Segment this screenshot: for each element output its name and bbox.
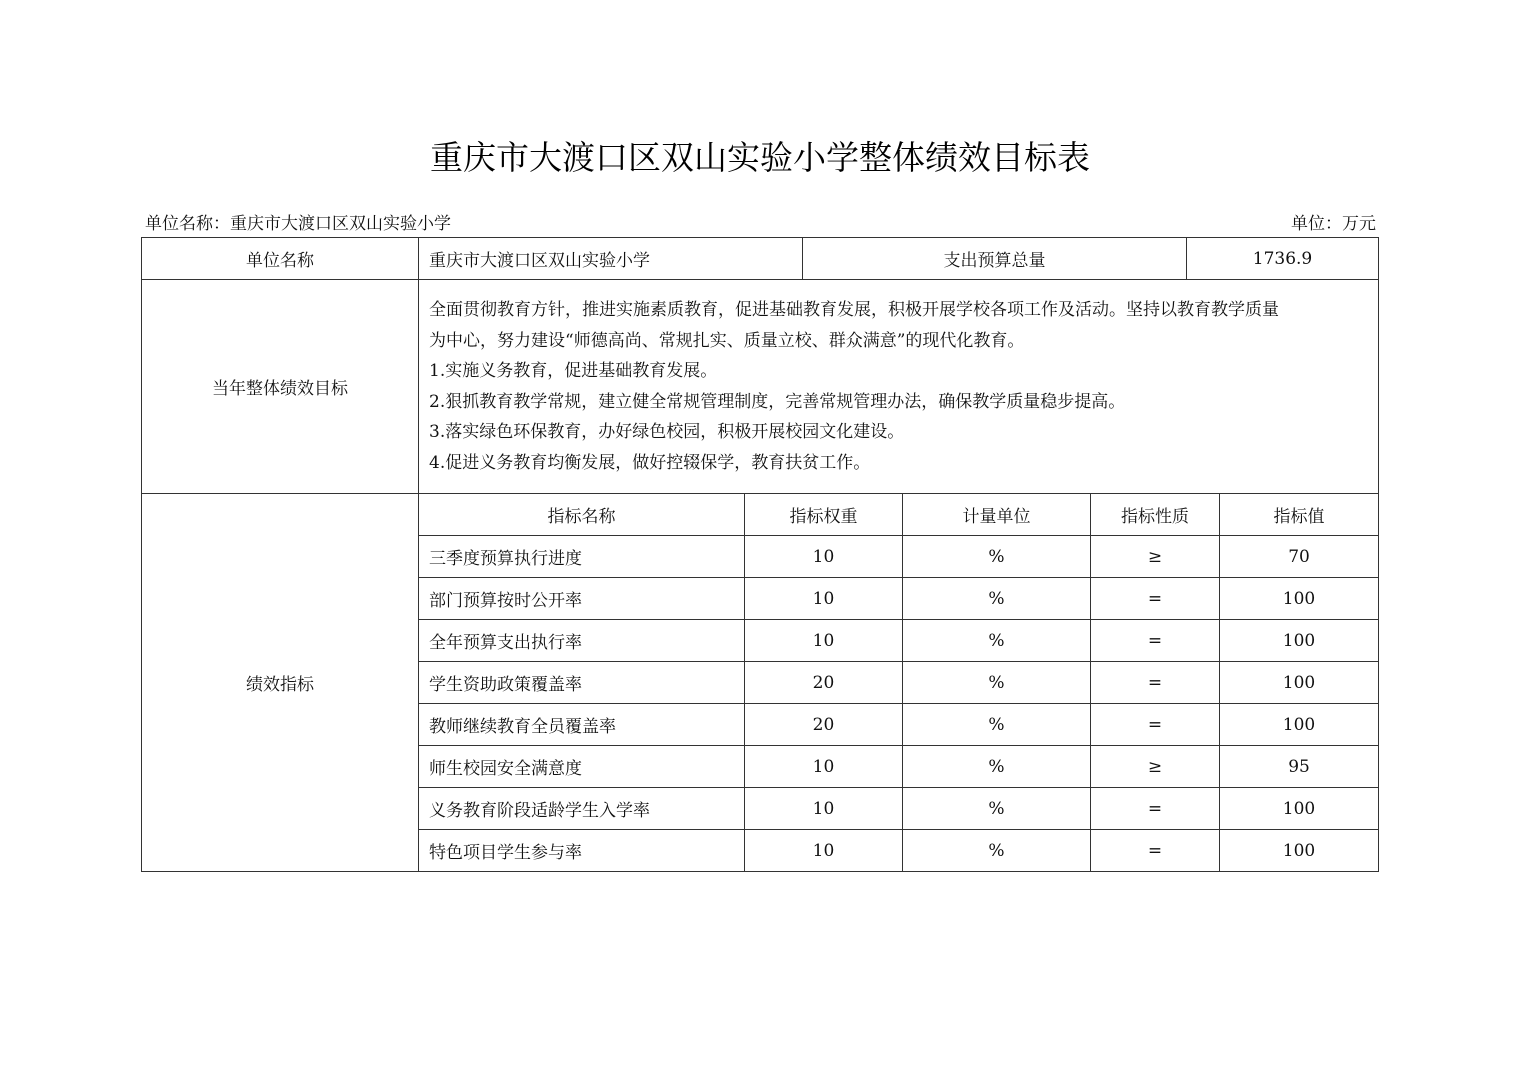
indicator-weight: 10 — [745, 578, 903, 620]
indicator-weight: 10 — [745, 620, 903, 662]
indicator-value: 100 — [1220, 830, 1379, 872]
indicator-name: 全年预算支出执行率 — [419, 620, 745, 662]
goal-line: 全面贯彻教育方针，推进实施素质教育，促进基础教育发展，积极开展学校各项工作及活动。坚持以教育教学质量 — [429, 300, 1279, 320]
indicator-weight: 20 — [745, 704, 903, 746]
goal-text-block — [429, 281, 1368, 492]
indicators-label: 绩效指标 — [142, 494, 419, 872]
indicator-weight: 10 — [745, 746, 903, 788]
indicator-nature: ≥ — [1091, 746, 1220, 788]
indicator-nature: ≥ — [1091, 536, 1220, 578]
indicator-nature: = — [1091, 662, 1220, 704]
indicator-nature: = — [1091, 578, 1220, 620]
column-header-indicator-name: 指标名称 — [419, 494, 745, 536]
indicator-rows — [142, 494, 1379, 872]
indicator-unit: % — [903, 536, 1091, 578]
currency-unit-line: 单位：万元 — [1291, 214, 1376, 234]
indicator-unit: % — [903, 788, 1091, 830]
goal-line: 为中心，努力建设“师德高尚、常规扎实、质量立校、群众满意”的现代化教育。 — [429, 330, 1025, 351]
goal-content — [419, 280, 1379, 494]
indicator-value: 100 — [1220, 662, 1379, 704]
indicator-unit: % — [903, 830, 1091, 872]
indicator-nature: = — [1091, 830, 1220, 872]
goal-row — [142, 280, 1379, 494]
goal-line: 1.实施义务教育，促进基础教育发展。 — [429, 361, 718, 381]
performance-target-table — [141, 237, 1379, 872]
indicator-unit: % — [903, 662, 1091, 704]
goal-line: 2.狠抓教育教学常规，建立健全常规管理制度，完善常规管理办法，确保教学质量稳步提高。 — [429, 391, 1126, 412]
indicator-name: 三季度预算执行进度 — [419, 536, 745, 578]
indicator-name: 特色项目学生参与率 — [419, 830, 745, 872]
indicator-header-row — [142, 494, 1379, 536]
indicator-unit: % — [903, 704, 1091, 746]
column-header-indicator-unit: 计量单位 — [903, 494, 1091, 536]
indicator-value: 100 — [1220, 788, 1379, 830]
indicator-nature: = — [1091, 620, 1220, 662]
unit-name-label: 单位名称 — [142, 238, 419, 280]
column-header-indicator-value: 指标值 — [1220, 494, 1379, 536]
unit-name-line: 单位名称：重庆市大渡口区双山实验小学 — [145, 214, 451, 234]
indicator-value: 100 — [1220, 578, 1379, 620]
indicator-name: 学生资助政策覆盖率 — [419, 662, 745, 704]
indicator-value: 95 — [1220, 746, 1379, 788]
indicator-weight: 10 — [745, 788, 903, 830]
budget-total-value: 1736.9 — [1187, 238, 1379, 280]
goal-line: 4.促进义务教育均衡发展，做好控辍保学，教育扶贫工作。 — [429, 452, 871, 473]
goal-line: 3.落实绿色环保教育，办好绿色校园，积极开展校园文化建设。 — [429, 422, 905, 442]
indicator-unit: % — [903, 578, 1091, 620]
indicator-nature: = — [1091, 788, 1220, 830]
indicator-name: 义务教育阶段适龄学生入学率 — [419, 788, 745, 830]
indicator-value: 70 — [1220, 536, 1379, 578]
indicator-weight: 10 — [745, 830, 903, 872]
goal-label: 当年整体绩效目标 — [142, 280, 419, 494]
unit-name-value: 重庆市大渡口区双山实验小学 — [419, 238, 803, 280]
header-row — [142, 238, 1379, 280]
indicator-unit: % — [903, 620, 1091, 662]
column-header-indicator-nature: 指标性质 — [1091, 494, 1220, 536]
indicator-value: 100 — [1220, 620, 1379, 662]
indicator-unit: % — [903, 746, 1091, 788]
budget-total-label: 支出预算总量 — [803, 238, 1187, 280]
indicator-name: 部门预算按时公开率 — [419, 578, 745, 620]
indicator-nature: = — [1091, 704, 1220, 746]
indicator-weight: 10 — [745, 536, 903, 578]
column-header-indicator-weight: 指标权重 — [745, 494, 903, 536]
indicator-weight: 20 — [745, 662, 903, 704]
page-title: 重庆市大渡口区双山实验小学整体绩效目标表 — [430, 138, 1090, 177]
indicator-name: 师生校园安全满意度 — [419, 746, 745, 788]
indicator-name: 教师继续教育全员覆盖率 — [419, 704, 745, 746]
indicator-value: 100 — [1220, 704, 1379, 746]
